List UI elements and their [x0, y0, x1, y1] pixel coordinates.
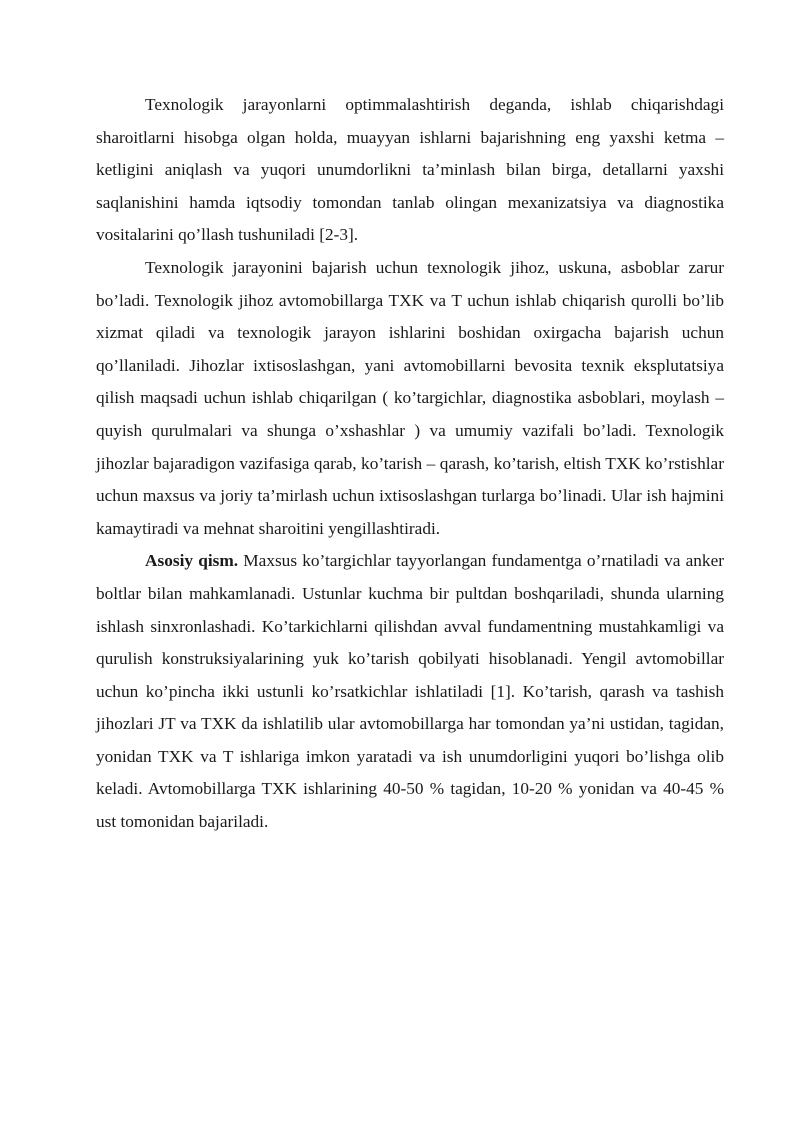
paragraph-1-text: Texnologik jarayonlarni optimmalashtirish deganda, ishlab chiqarishdagi sharoitlarni hisobga olgan holda, muayyan ishlarni bajarishning eng yaxshi ketma – ketligini aniqlash va yuqori unumdorlikni ta’minlash bilan birga, detallarni yaxshi saqlanishini hamda iqtsodiy tomondan tanlab olingan mexanizatsiya va diagnostika vositalarini qo’llash tushuniladi [2-3].	[96, 95, 724, 245]
paragraph-2-text: Texnologik jarayonini bajarish uchun texnologik jihoz, uskuna, asboblar zarur bo’ladi. Texnologik jihoz avtomobillarga TXK va T uchun ishlab chiqarish qurolli bo’lib xizmat qiladi va texnologik jarayon ishlarini boshidan oxirgacha bajarish uchun qo’llaniladi. Jihozlar ixtisoslashgan, yani avtomobillarni bevosita texnik eksplutatsiya qilish maqsadi uchun ishlab chiqarilgan ( ko’targichlar, diagnostika asboblari, moylash – quyish qurulmalari va shunga o’xshashlar ) va umumiy vazifali bo’ladi. Texnologik jihozlar bajaradigon vazifasiga qarab, ko’tarish – qarash, ko’tarish, eltish TXK ko’rstishlar uchun maxsus va joriy ta’mirlash uchun ixtisoslashgan turlarga bo’linadi. Ular ish hajmini kamaytiradi va mehnat sharoitini yengillashtiradi.	[96, 257, 724, 538]
section-lead-heading: Asosiy qism.	[145, 551, 239, 571]
paragraph-1	[96, 89, 724, 252]
document-page	[96, 89, 724, 839]
paragraph-2	[96, 252, 724, 545]
paragraph-3	[96, 545, 724, 838]
paragraph-3-text: Maxsus ko’targichlar tayyorlangan fundamentga o’rnatiladi va anker boltlar bilan mahkamlanadi. Ustunlar kuchma bir pultdan boshqariladi, shunda ularning ishlash sinxronlashadi. Ko’tarkichlarni qilishdan avval fundamentning mustahkamligi va qurulish konstruksiyalarining yuk ko’tarish qobilyati hisoblanadi. Yengil avtomobillar uchun ko’pincha ikki ustunli ko’rsatkichlar ishlatiladi [1]. Ko’tarish, qarash va tashish jihozlari JT va TXK da ishlatilib ular avtomobillarga har tomondan ya’ni ustidan, tagidan, yonidan TXK va T ishlariga imkon yaratadi va ish unumdorligini yuqori bo’lishga olib keladi. Avtomobillarga TXK ishlarining 40-50 % tagidan, 10-20 % yonidan va 40-45 % ust tomonidan bajariladi.	[96, 551, 724, 832]
